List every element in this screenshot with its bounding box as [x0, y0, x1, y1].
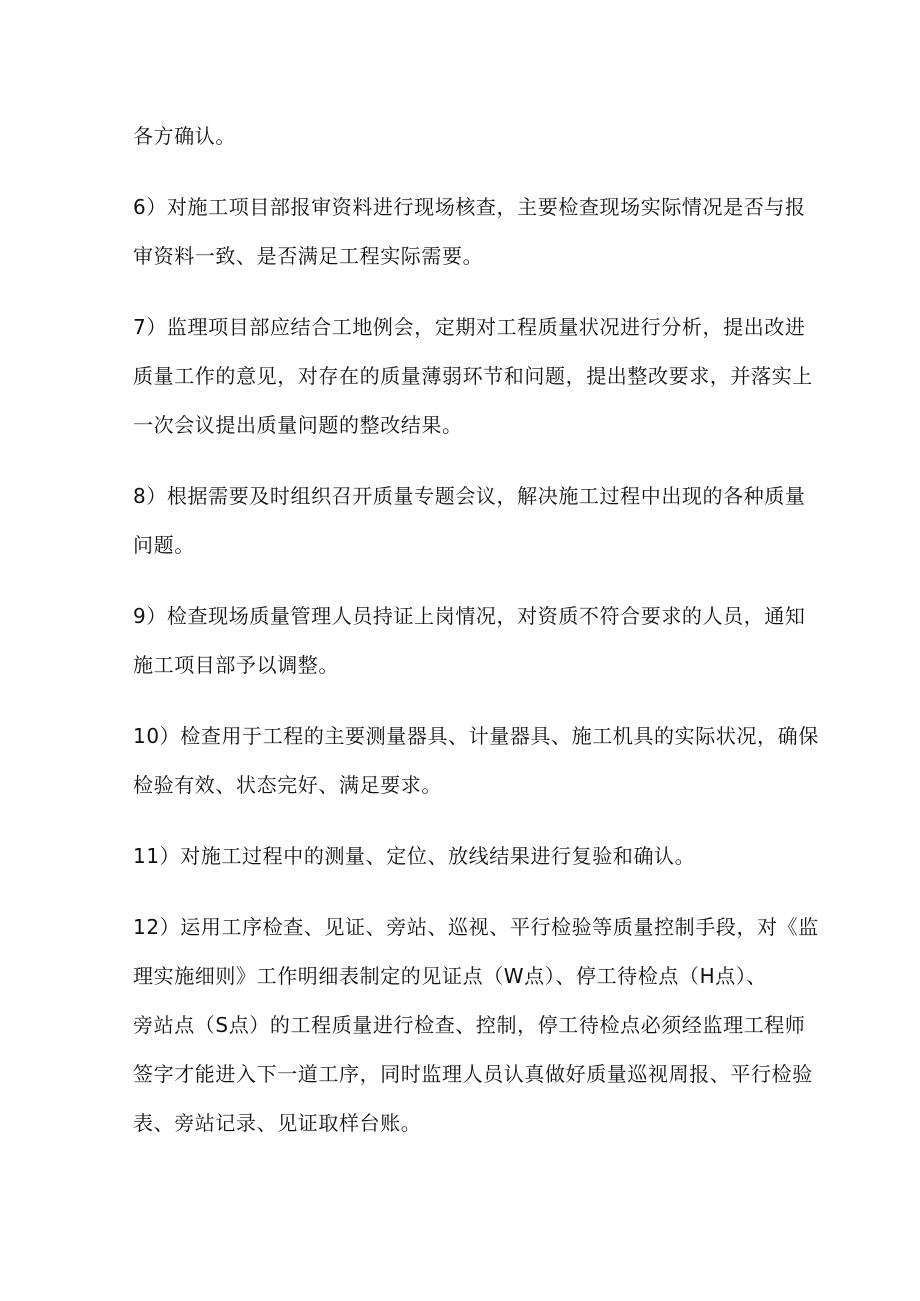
text-line: 7）监理项目部应结合工地例会，定期对工程质量状况进行分析，提出改进: [133, 315, 806, 339]
text-line: 12）运用工序检查、见证、旁站、巡视、平行检验等质量控制手段，对《监: [133, 915, 819, 939]
paragraph-item-9: [133, 592, 806, 690]
text-line: 表、旁站记录、见证取样台账。: [133, 1111, 422, 1135]
text-line: 施工项目部予以调整。: [133, 653, 339, 677]
text-line: 旁站点（S点）的工程质量进行检查、控制，停工待检点必须经监理工程师: [133, 1013, 806, 1037]
text-line: 理实施细则》工作明细表制定的见证点（W点）、停工待检点（H点）、: [133, 964, 768, 988]
text-line: 签字才能进入下一道工序，同时监理人员认真做好质量巡视周报、平行检验: [133, 1062, 813, 1086]
paragraph-item-10: [133, 712, 819, 810]
paragraph-item-11: [133, 832, 803, 881]
text-line: 检验有效、状态完好、满足要求。: [133, 773, 442, 797]
text-line: 8）根据需要及时组织召开质量专题会议，解决施工过程中出现的各种质量: [133, 484, 806, 508]
document-body: [133, 112, 819, 1170]
paragraph-item-12: [133, 903, 819, 1148]
paragraph-item-6: [133, 183, 806, 281]
text-line: 审资料一致、是否满足工程实际需要。: [133, 244, 484, 268]
text-line: 10）检查用于工程的主要测量器具、计量器具、施工机具的实际状况，确保: [133, 724, 819, 748]
text-line: 各方确认。: [133, 124, 236, 148]
paragraph-item-7: [133, 303, 813, 450]
text-line: 6）对施工项目部报审资料进行现场核查，主要检查现场实际情况是否与报: [133, 195, 806, 219]
paragraph-continuation: [133, 112, 803, 161]
paragraph-item-8: [133, 472, 806, 570]
text-line: 质量工作的意见，对存在的质量薄弱环节和问题，提出整改要求，并落实上: [133, 364, 813, 388]
text-line: 9）检查现场质量管理人员持证上岗情况，对资质不符合要求的人员，通知: [133, 604, 806, 628]
text-line: 问题。: [133, 533, 195, 557]
text-line: 一次会议提出质量问题的整改结果。: [133, 413, 463, 437]
text-line: 11）对施工过程中的测量、定位、放线结果进行复验和确认。: [133, 844, 696, 868]
